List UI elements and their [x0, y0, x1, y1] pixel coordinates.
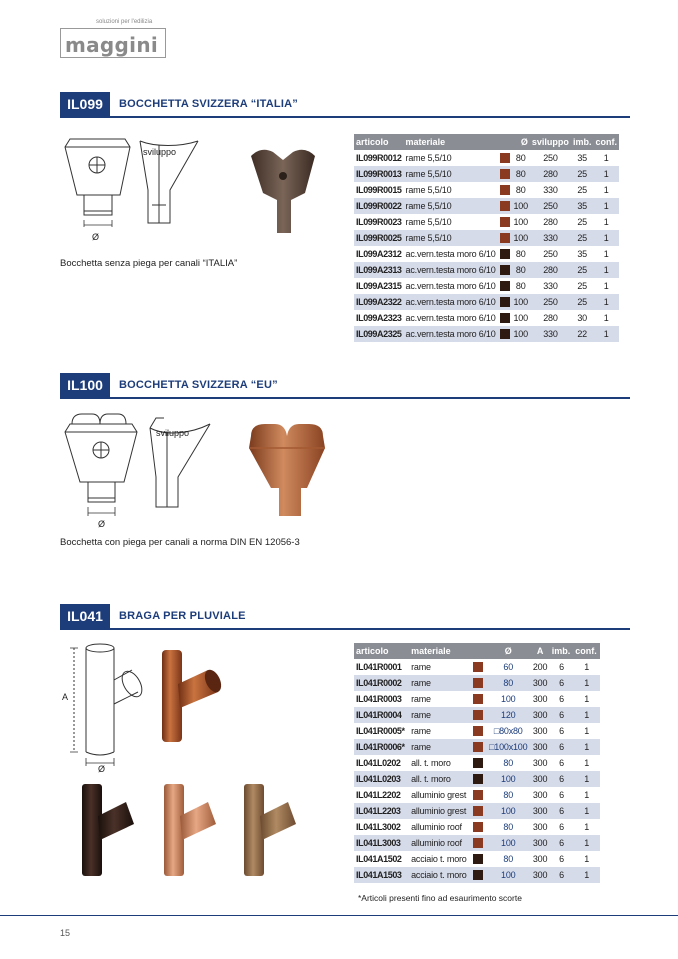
- section-title: BOCCHETTA SVIZZERA “ITALIA”: [119, 98, 298, 110]
- diameter: 80: [503, 790, 514, 800]
- development: 280: [530, 166, 571, 182]
- color-swatch: [498, 230, 512, 246]
- section-code: IL100: [60, 373, 110, 397]
- a-dimension: 300: [530, 803, 549, 819]
- material-color-swatch: [500, 265, 510, 275]
- material: rame 5,5/10: [404, 230, 498, 246]
- material-color-swatch: [473, 854, 483, 864]
- color-swatch: [498, 262, 512, 278]
- packaging: 6: [559, 854, 564, 864]
- table-row: [354, 835, 600, 851]
- article-code: IL041L3003: [354, 835, 409, 851]
- material-color-swatch: [500, 217, 510, 227]
- dark-braga-photo: [70, 782, 140, 878]
- development: 280: [530, 262, 571, 278]
- packaging: 22: [571, 326, 594, 342]
- development: 250: [530, 198, 571, 214]
- il099-product-photo: [243, 138, 323, 238]
- logo-tagline: soluzioni per l'edilizia: [96, 19, 153, 25]
- article-code: IL041R0002: [354, 675, 409, 691]
- article-code: IL041L2202: [356, 790, 401, 800]
- material: rame 5,5/10: [405, 217, 452, 227]
- copper-braga-photo: [158, 648, 228, 743]
- pack-quantity: 1: [603, 153, 609, 163]
- article-code: IL099A2312: [356, 249, 402, 259]
- article-code: IL099R0012: [356, 153, 402, 163]
- color-swatch: [498, 246, 512, 262]
- packaging: 6: [559, 662, 564, 672]
- table-row: [354, 739, 600, 755]
- pack-quantity: 1: [603, 249, 609, 259]
- table-header-row: [354, 643, 600, 659]
- header-sviluppo: sviluppo: [530, 134, 571, 150]
- il041-technical-drawing: [60, 640, 150, 775]
- header-imb: imb.: [550, 643, 574, 659]
- table-row: [354, 659, 600, 675]
- article-code: IL099R0025: [354, 230, 404, 246]
- article-code: IL041L0203: [354, 771, 409, 787]
- material-color-swatch: [500, 185, 510, 195]
- material-color-swatch: [500, 169, 510, 179]
- material-color-swatch: [473, 662, 483, 672]
- color-swatch: [471, 691, 486, 707]
- table-row: [354, 691, 600, 707]
- packaging: 35: [577, 153, 587, 163]
- pack-quantity: 1: [584, 694, 590, 704]
- diameter: □100x100: [486, 739, 530, 755]
- il099-product-table: [354, 134, 619, 342]
- diameter: 80: [515, 153, 526, 163]
- il100-caption: Bocchetta con piega per canali a norma DIN EN 12056-3: [60, 537, 300, 548]
- a-dimension: 300: [532, 726, 548, 736]
- material-color-swatch: [500, 153, 510, 163]
- color-swatch: [471, 835, 486, 851]
- color-swatch: [498, 310, 512, 326]
- il100-product-photo: [245, 418, 333, 522]
- a-dimension: 300: [530, 867, 549, 883]
- material-color-swatch: [500, 313, 510, 323]
- pack-quantity: 1: [584, 790, 590, 800]
- pack-quantity: 1: [584, 822, 590, 832]
- article-code: IL099R0022: [354, 198, 404, 214]
- packaging: 6: [550, 835, 574, 851]
- logo-wordmark: maggini: [65, 33, 159, 57]
- table-row: [354, 771, 600, 787]
- header-articolo: articolo: [354, 643, 409, 659]
- material-color-swatch: [473, 822, 483, 832]
- table-row: [354, 310, 619, 326]
- material-color-swatch: [473, 838, 483, 848]
- material: alluminio roof: [409, 835, 471, 851]
- development: 280: [543, 313, 558, 323]
- color-swatch: [498, 150, 512, 166]
- a-dimension: 300: [532, 790, 548, 800]
- pack-quantity: 1: [573, 675, 600, 691]
- table-row: [354, 675, 600, 691]
- article-code: IL041R0004: [354, 707, 409, 723]
- material: rame: [409, 739, 471, 755]
- pack-quantity: 1: [573, 803, 600, 819]
- color-swatch: [498, 294, 512, 310]
- section-title: BRAGA PER PLUVIALE: [119, 610, 246, 622]
- material: alluminio grest: [409, 803, 471, 819]
- il100-technical-drawing: [60, 412, 225, 530]
- diameter: 80: [503, 822, 514, 832]
- material-color-swatch: [473, 806, 483, 816]
- page-number: 15: [60, 928, 71, 938]
- article-code: IL099R0023: [356, 217, 402, 227]
- brand-logo: [60, 19, 170, 60]
- packaging: 6: [559, 822, 564, 832]
- a-dimension-label: A: [62, 692, 69, 702]
- a-dimension: 200: [532, 662, 548, 672]
- material-color-swatch: [473, 694, 483, 704]
- a-dimension: 300: [530, 771, 549, 787]
- diameter: 100: [486, 867, 530, 883]
- header-conf: conf.: [573, 643, 600, 659]
- section-title: BOCCHETTA SVIZZERA “EU”: [119, 379, 278, 391]
- development-label: sviluppo: [143, 147, 177, 157]
- pack-quantity: 1: [573, 835, 600, 851]
- diameter: 100: [512, 230, 530, 246]
- color-swatch: [471, 723, 486, 739]
- color-swatch: [471, 771, 486, 787]
- packaging: 6: [559, 758, 564, 768]
- footer-rule: [0, 915, 678, 916]
- pack-quantity: 1: [573, 707, 600, 723]
- material: all. t. moro: [409, 771, 471, 787]
- material: rame: [411, 694, 431, 704]
- article-code: IL041R0003: [356, 694, 402, 704]
- diameter: 100: [501, 694, 516, 704]
- color-swatch: [498, 214, 512, 230]
- development: 250: [543, 249, 558, 259]
- material: rame 5,5/10: [404, 166, 498, 182]
- color-swatch: [471, 819, 486, 835]
- diameter: 100: [512, 294, 530, 310]
- color-swatch: [471, 803, 486, 819]
- article-code: IL099R0015: [356, 185, 402, 195]
- color-swatch: [498, 166, 512, 182]
- pack-quantity: 1: [573, 771, 600, 787]
- development: 250: [530, 294, 571, 310]
- development: 280: [543, 217, 558, 227]
- color-swatch: [471, 755, 486, 771]
- material-color-swatch: [473, 742, 483, 752]
- packaging: 6: [559, 694, 564, 704]
- table-row: [354, 166, 619, 182]
- color-swatch: [498, 182, 512, 198]
- article-code: IL099A2315: [356, 281, 402, 291]
- material-color-swatch: [500, 329, 510, 339]
- material-color-swatch: [473, 870, 483, 880]
- article-code: IL041L0202: [356, 758, 401, 768]
- packaging: 6: [559, 790, 564, 800]
- section-code: IL099: [60, 92, 110, 116]
- development: 330: [530, 230, 571, 246]
- section-header-il099: [60, 92, 630, 118]
- material: rame 5,5/10: [404, 198, 498, 214]
- table-row: [354, 723, 600, 739]
- a-dimension: 300: [532, 758, 548, 768]
- packaging: 6: [550, 771, 574, 787]
- material-color-swatch: [473, 774, 483, 784]
- pack-quantity: 1: [584, 662, 590, 672]
- header-imb: imb.: [571, 134, 594, 150]
- packaging: 25: [577, 185, 587, 195]
- table-row: [354, 787, 600, 803]
- table-row: [354, 707, 600, 723]
- table-row: [354, 851, 600, 867]
- table-row: [354, 230, 619, 246]
- material: all. t. moro: [411, 758, 451, 768]
- pack-quantity: 1: [603, 185, 609, 195]
- table-row: [354, 262, 619, 278]
- diameter: 80: [503, 758, 514, 768]
- diameter-label: Ø: [92, 232, 100, 242]
- material: ac.vern.testa moro 6/10: [405, 249, 496, 259]
- material-color-swatch: [500, 233, 510, 243]
- development: 250: [543, 153, 558, 163]
- article-code: IL099A2325: [354, 326, 404, 342]
- pack-quantity: 1: [603, 281, 609, 291]
- material: rame 5,5/10: [405, 153, 452, 163]
- diameter: 80: [486, 675, 530, 691]
- a-dimension: 300: [532, 822, 548, 832]
- table-row: [354, 294, 619, 310]
- header-conf: conf.: [593, 134, 619, 150]
- table-row: [354, 198, 619, 214]
- grest-braga-photo: [232, 782, 302, 878]
- material-color-swatch: [500, 297, 510, 307]
- packaging: 30: [577, 313, 587, 323]
- pack-quantity: 1: [593, 166, 619, 182]
- section-header-il100: [60, 373, 630, 399]
- color-swatch: [471, 675, 486, 691]
- diameter: 60: [503, 662, 514, 672]
- diameter: 100: [486, 771, 530, 787]
- diameter-label: Ø: [98, 764, 106, 774]
- material-color-swatch: [500, 281, 510, 291]
- article-code: IL099R0013: [354, 166, 404, 182]
- header-diameter: Ø: [486, 643, 530, 659]
- packaging: 6: [550, 867, 574, 883]
- il041-product-table: [354, 643, 600, 883]
- a-dimension: 300: [530, 835, 549, 851]
- material: rame: [411, 662, 431, 672]
- packaging: 6: [559, 726, 564, 736]
- article-code: IL041A1502: [356, 854, 402, 864]
- material: alluminio grest: [411, 790, 467, 800]
- material: alluminio roof: [411, 822, 462, 832]
- header-diameter: Ø: [512, 134, 530, 150]
- diameter: 80: [503, 854, 514, 864]
- color-swatch: [498, 278, 512, 294]
- table-row: [354, 755, 600, 771]
- material: rame: [411, 726, 431, 736]
- color-swatch: [471, 739, 486, 755]
- color-swatch: [471, 851, 486, 867]
- pack-quantity: 1: [593, 326, 619, 342]
- table-header-row: [354, 134, 619, 150]
- pack-quantity: 1: [584, 758, 590, 768]
- article-code: IL099A2313: [354, 262, 404, 278]
- a-dimension: 300: [530, 707, 549, 723]
- il099-technical-drawing: [60, 135, 220, 245]
- material: acciaio t. moro: [409, 867, 471, 883]
- diameter: 80: [515, 281, 526, 291]
- packaging: 6: [550, 803, 574, 819]
- color-swatch: [498, 198, 512, 214]
- header-articolo: articolo: [354, 134, 404, 150]
- material: ac.vern.testa moro 6/10: [405, 281, 496, 291]
- diameter: 100: [486, 835, 530, 851]
- development: 330: [543, 281, 558, 291]
- packaging: 25: [577, 281, 587, 291]
- color-swatch: [471, 659, 486, 675]
- pack-quantity: 1: [584, 854, 590, 864]
- pack-quantity: 1: [603, 313, 609, 323]
- logo-frame: [60, 28, 166, 58]
- article-code: IL041R0001: [356, 662, 402, 672]
- diameter: 100: [512, 198, 530, 214]
- packaging: 25: [571, 166, 594, 182]
- diameter: 100: [512, 326, 530, 342]
- diameter: 80: [515, 249, 526, 259]
- material-color-swatch: [473, 726, 483, 736]
- packaging: 25: [571, 294, 594, 310]
- pack-quantity: 1: [593, 294, 619, 310]
- pack-quantity: 1: [584, 726, 590, 736]
- header-materiale: materiale: [404, 134, 512, 150]
- diameter: 100: [486, 803, 530, 819]
- diameter: □80x80: [493, 726, 523, 736]
- material-color-swatch: [473, 678, 483, 688]
- material-color-swatch: [473, 790, 483, 800]
- a-dimension: 300: [532, 694, 548, 704]
- color-swatch: [498, 326, 512, 342]
- material-color-swatch: [473, 710, 483, 720]
- copper-braga-photo-2: [152, 782, 222, 878]
- il099-caption: Bocchetta senza piega per canali “ITALIA”: [60, 258, 238, 269]
- header-materiale: materiale: [409, 643, 486, 659]
- material-color-swatch: [473, 758, 483, 768]
- color-swatch: [471, 707, 486, 723]
- a-dimension: 300: [530, 739, 549, 755]
- table-row: [354, 246, 619, 262]
- packaging: 35: [577, 249, 587, 259]
- material-color-swatch: [500, 249, 510, 259]
- header-a: A: [530, 643, 549, 659]
- article-code: IL041A1503: [354, 867, 409, 883]
- development: 330: [543, 185, 558, 195]
- diameter: 80: [515, 185, 526, 195]
- footnote: *Articoli presenti fino ad esaurimento scorte: [358, 893, 522, 903]
- pack-quantity: 1: [593, 262, 619, 278]
- diameter: 80: [512, 166, 530, 182]
- development-label: sviluppo: [156, 428, 190, 438]
- pack-quantity: 1: [603, 217, 609, 227]
- a-dimension: 300: [532, 854, 548, 864]
- material: ac.vern.testa moro 6/10: [404, 326, 498, 342]
- article-code: IL041R0005*: [356, 726, 405, 736]
- material: rame 5,5/10: [405, 185, 452, 195]
- material: rame: [409, 707, 471, 723]
- color-swatch: [471, 867, 486, 883]
- article-code: IL099A2322: [354, 294, 404, 310]
- material: rame: [409, 675, 471, 691]
- material: ac.vern.testa moro 6/10: [404, 262, 498, 278]
- article-code: IL099A2323: [356, 313, 402, 323]
- pack-quantity: 1: [593, 198, 619, 214]
- table-row: [354, 182, 619, 198]
- diameter-label: Ø: [98, 519, 106, 529]
- material: ac.vern.testa moro 6/10: [404, 294, 498, 310]
- development: 330: [530, 326, 571, 342]
- a-dimension: 300: [530, 675, 549, 691]
- section-code: IL041: [60, 604, 110, 628]
- table-row: [354, 867, 600, 883]
- table-row: [354, 326, 619, 342]
- packaging: 6: [550, 707, 574, 723]
- material-color-swatch: [500, 201, 510, 211]
- packaging: 6: [550, 675, 574, 691]
- table-row: [354, 278, 619, 294]
- diameter: 120: [486, 707, 530, 723]
- material: ac.vern.testa moro 6/10: [405, 313, 496, 323]
- table-row: [354, 150, 619, 166]
- packaging: 25: [577, 217, 587, 227]
- diameter: 100: [513, 217, 528, 227]
- table-row: [354, 819, 600, 835]
- article-code: IL041R0006*: [354, 739, 409, 755]
- section-header-il041: [60, 604, 630, 630]
- pack-quantity: 1: [573, 867, 600, 883]
- color-swatch: [471, 787, 486, 803]
- pack-quantity: 1: [573, 739, 600, 755]
- article-code: IL041L2203: [354, 803, 409, 819]
- packaging: 6: [550, 739, 574, 755]
- diameter: 80: [512, 262, 530, 278]
- diameter: 100: [513, 313, 528, 323]
- table-row: [354, 803, 600, 819]
- material: acciaio t. moro: [411, 854, 467, 864]
- table-row: [354, 214, 619, 230]
- packaging: 25: [571, 230, 594, 246]
- article-code: IL041L3002: [356, 822, 401, 832]
- packaging: 25: [571, 262, 594, 278]
- packaging: 35: [571, 198, 594, 214]
- pack-quantity: 1: [593, 230, 619, 246]
